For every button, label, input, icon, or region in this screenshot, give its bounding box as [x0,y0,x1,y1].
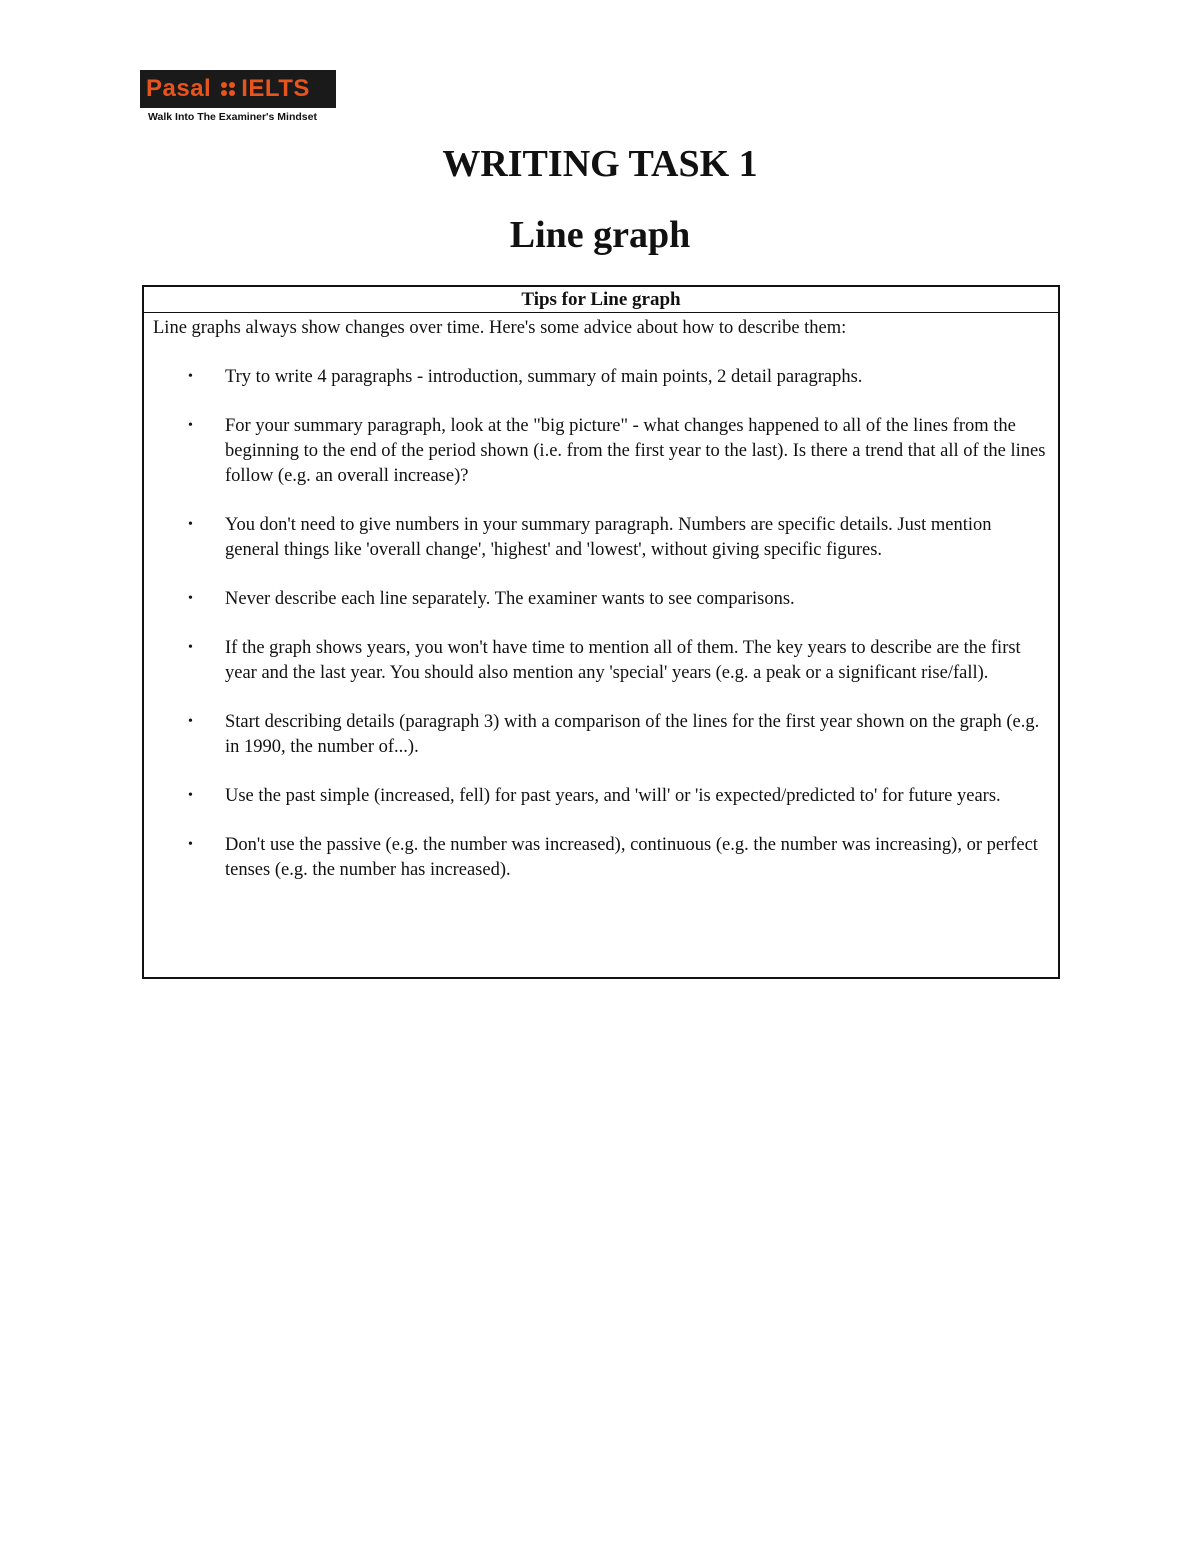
bullet-icon: • [188,590,193,606]
page-subtitle: Line graph [509,214,691,256]
bullet-icon: • [188,369,193,384]
list-item [144,710,1058,760]
tip-text: For your summary paragraph, look at the "big picture" - what changes happened to all of the lines from the beginning to the end of the period shown (i.e. from the first year to the last). Is there a trend that all of the lines follow (e.g. an overall increase)? [225,416,1046,486]
list-item [144,513,1058,563]
list-item [144,365,1058,390]
list-item [144,833,1058,883]
logo-banner [140,70,336,108]
bullet-icon: • [188,837,193,853]
tip-text: You don't need to give numbers in your summary paragraph. Numbers are specific details. Just mention general things like 'overall change', 'highest' and 'lowest', without giving specific figures. [225,514,992,560]
bullet-icon: • [188,418,193,434]
tips-table [142,285,1060,979]
tips-list [144,365,1058,883]
list-item [144,414,1058,488]
tip-text: Use the past simple (increased, fell) for past years, and 'will' or 'is expected/predicted to' for future years. [225,786,1001,807]
list-item [144,784,1058,809]
list-item [144,636,1058,686]
bullet-icon: • [188,788,193,804]
logo-dots-icon [221,82,235,96]
tips-intro: Line graphs always show changes over time. Here's some advice about how to describe them: [153,318,847,338]
logo-brand-left: Pasal [146,75,212,102]
logo-brand-right: IELTS [241,75,310,102]
tips-heading: Tips for Line graph [144,287,1058,313]
tip-text: If the graph shows years, you won't have time to mention all of them. The key years to describe are the first year and the last year. You should also mention any 'special' years (e.g. a peak or a significant rise/fall). [225,638,1021,683]
brand-logo [140,70,336,123]
tip-text: Start describing details (paragraph 3) with a comparison of the lines for the first year shown on the graph (e.g. in 1990, the number of...). [225,712,1040,757]
list-item [144,587,1058,612]
bullet-icon: • [188,516,193,532]
tip-text: Try to write 4 paragraphs - introduction, summary of main points, 2 detail paragraphs. [225,367,863,387]
tip-text: Never describe each line separately. The examiner wants to see comparisons. [225,588,795,609]
page-title: WRITING TASK 1 [442,143,758,185]
logo-tagline: Walk Into The Examiner's Mindset [148,111,317,123]
bullet-icon: • [188,714,193,730]
tip-text: Don't use the passive (e.g. the number was increased), continuous (e.g. the number was increasing), or perfect tenses (e.g. the number has increased). [225,835,1038,881]
bullet-icon: • [188,640,193,656]
